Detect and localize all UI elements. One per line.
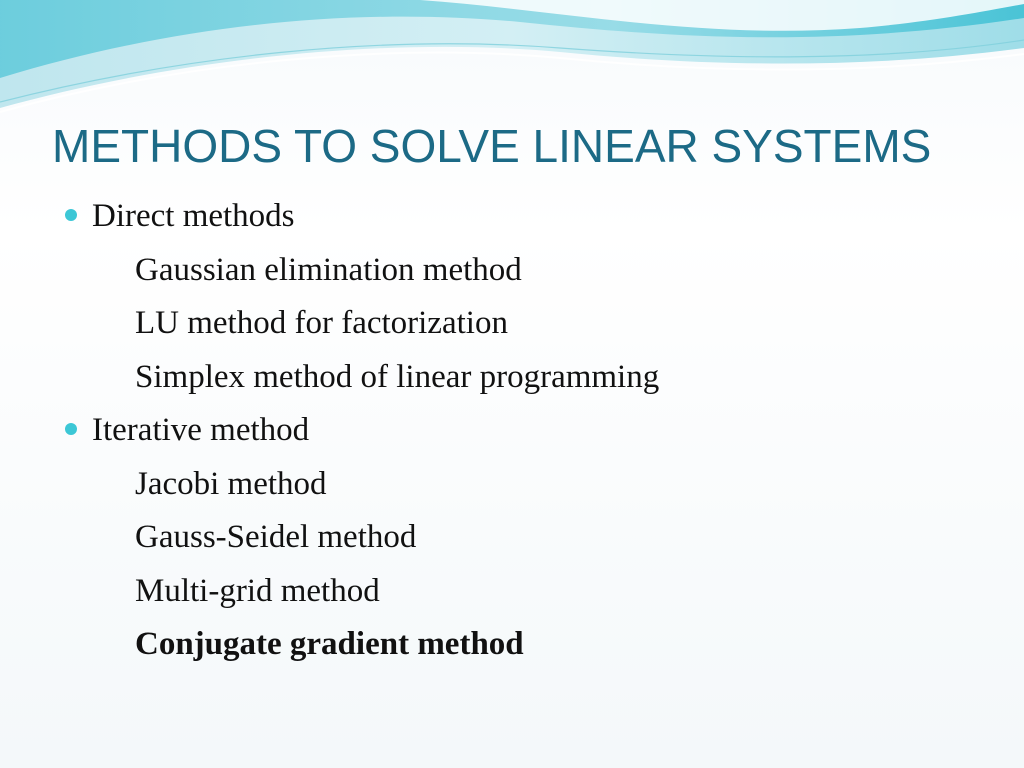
bullet-dot-icon [65,423,77,435]
sub-item: Jacobi method [135,465,327,502]
bullet-item [60,190,980,244]
wave-decoration [0,0,1024,130]
bullet-dot-icon [65,209,77,221]
slide-title: METHODS TO SOLVE LINEAR SYSTEMS [52,120,932,172]
sub-item: Simplex method of linear programming [135,358,660,395]
sub-item: Gauss-Seidel method [135,519,417,555]
slide-body [60,190,980,672]
sub-item: Multi-grid method [135,572,380,609]
sub-item-emphasized: Conjugate gradient method [135,626,524,662]
bullet-label: Direct methods [92,198,295,234]
bullet-item [60,404,980,458]
sub-item: LU method for factorization [135,305,508,341]
bullet-label: Iterative method [92,412,310,448]
sub-item: Gaussian elimination method [135,251,522,288]
